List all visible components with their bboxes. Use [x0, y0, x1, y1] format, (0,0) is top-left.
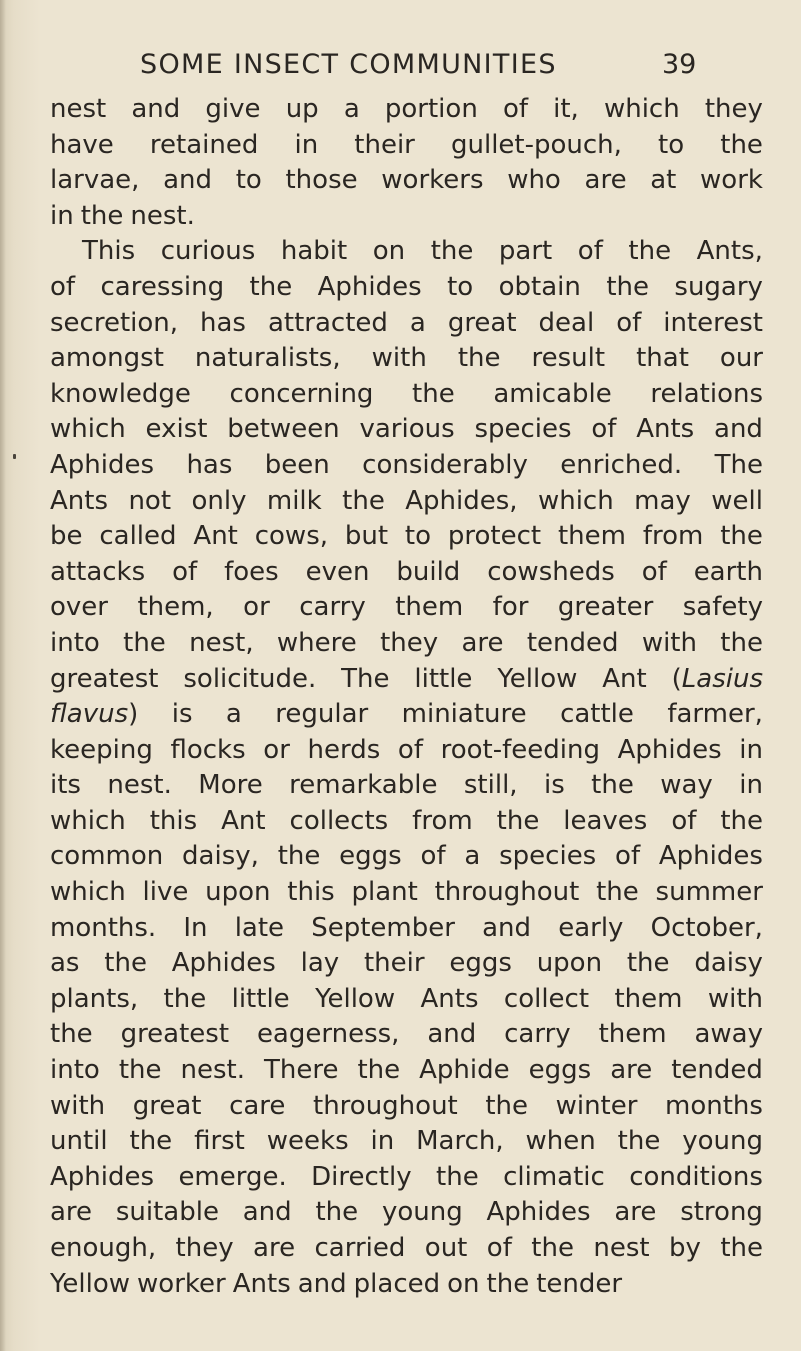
- text-line: until the first weeks in March, when the young: [50, 1126, 763, 1157]
- text-line: which live upon this plant throughout the summer: [50, 877, 763, 908]
- text-line: common daisy, the eggs of a species of Aphides: [50, 841, 763, 872]
- page-header: [0, 40, 801, 90]
- text-line: with great care throughout the winter months: [50, 1090, 763, 1121]
- text-line: nest and give up a portion of it, which they: [50, 94, 763, 124]
- text-line: Aphides has been considerably enriched. The: [50, 449, 763, 480]
- text-line: keeping flocks or herds of root-feeding Aphides in: [50, 734, 763, 765]
- text-line: into the nest, where they are tended with the: [50, 627, 763, 658]
- text-line: plants, the little Yellow Ants collect them with: [50, 983, 763, 1014]
- text-line: in the nest.: [50, 200, 195, 231]
- running-head: SOME INSECT COMMUNITIES: [140, 49, 557, 80]
- text-line: secretion, has attracted a great deal of interest: [50, 307, 763, 338]
- text-line: be called Ant cows, but to protect them from the: [50, 521, 763, 552]
- text-line: over them, or carry them for greater safety: [50, 592, 763, 623]
- text-line: larvae, and to those workers who are at work: [50, 165, 763, 196]
- text-line: have retained in their gullet-pouch, to the: [50, 129, 763, 160]
- gutter-shadow: [0, 0, 6, 1351]
- text-line: which this Ant collects from the leaves of the: [50, 805, 763, 836]
- text-line: enough, they are carried out of the nest by the: [50, 1233, 763, 1263]
- text-line: of caressing the Aphides to obtain the sugary: [50, 271, 763, 302]
- text-line: Ants not only milk the Aphides, which may well: [50, 485, 763, 516]
- text-line: flavus) is a regular miniature cattle farmer,: [50, 699, 763, 730]
- text-line: attacks of foes even build cowsheds of earth: [50, 556, 763, 587]
- text-line: the greatest eagerness, and carry them away: [50, 1019, 763, 1050]
- text-line: amongst naturalists, with the result that our: [50, 343, 763, 374]
- text-line: which exist between various species of Ants and: [50, 414, 763, 445]
- body-text: [50, 92, 763, 1302]
- text-line: into the nest. There the Aphide eggs are tended: [50, 1055, 763, 1086]
- text-line: Aphides emerge. Directly the climatic conditions: [50, 1161, 763, 1192]
- text-line: This curious habit on the part of the Ants,: [82, 236, 763, 267]
- ink-speck: [13, 454, 16, 459]
- text-line: as the Aphides lay their eggs upon the daisy: [50, 948, 763, 979]
- text-line: months. In late September and early October,: [50, 912, 763, 943]
- text-line: greatest solicitude. The little Yellow Ant (Lasius: [50, 663, 763, 694]
- text-line: Yellow worker Ants and placed on the tender: [50, 1268, 623, 1299]
- text-line: knowledge concerning the amicable relations: [50, 378, 763, 409]
- page-number: 39: [662, 49, 697, 80]
- text-line: are suitable and the young Aphides are strong: [50, 1197, 763, 1228]
- text-line: its nest. More remarkable still, is the way in: [50, 770, 763, 801]
